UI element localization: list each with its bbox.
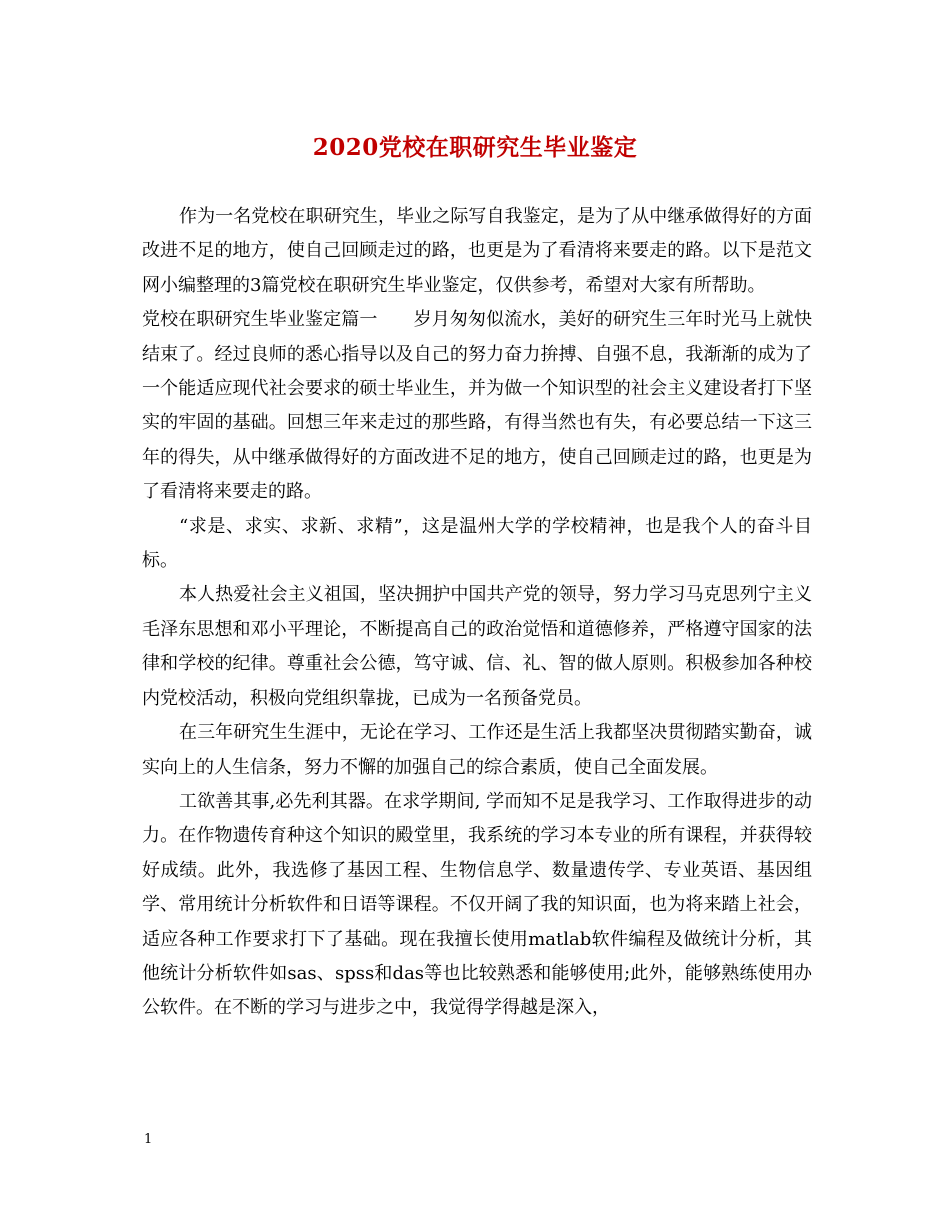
page-number: 1 [144, 1132, 153, 1147]
paragraph-section-one: 党校在职研究生毕业鉴定篇一 岁月匆匆似流水，美好的研究生三年时光马上就快结束了。经过良师的悉心指导以及自己的努力奋力拚搏、自强不息，我渐渐的成为了一个能适应现代社会要求的硕士毕业生，并为做一个知识型的社会主义建设者打下坚实的牢固的基础。回想三年来走过的那些路，有得当然也有失，有必要总结一下这三年的得失，从中继承做得好的方面改进不足的地方，使自己回顾走过的路，也更是为了看清将来要走的路。 [142, 309, 812, 503]
paragraph-motto: “求是、求实、求新、求精”，这是温州大学的学校精神，也是我个人的奋斗目标。 [142, 515, 812, 572]
paragraph-study: 工欲善其事,必先利其器。在求学期间, 学而知不足是我学习、工作取得进步的动力。在作物遗传育种这个知识的殿堂里，我系统的学习本专业的所有课程，并获得较好成绩。此外，我选修了基因工程、生物信息学、数量遗传学、专业英语、基因组学、常用统计分析软件和日语等课程。不仅开阔了我的知识面，也为将来踏上社会，适应各种工作要求打下了基础。现在我擅长使用matlab软件编程及做统计分析，其他统计分析软件如sas、spss和das等也比较熟悉和能够使用;此外，能够熟练使用办公软件。在不断的学习与进步之中，我觉得学得越是深入， [142, 790, 812, 1019]
paragraph-career: 在三年研究生生涯中，无论在学习、工作还是生活上我都坚决贯彻踏实勤奋，诚实向上的人生信条，努力不懈的加强自己的综合素质，使自己全面发展。 [142, 722, 812, 778]
paragraph-political: 本人热爱社会主义祖国，坚决拥护中国共产党的领导，努力学习马克思列宁主义毛泽东思想和邓小平理论，不断提高自己的政治觉悟和道德修养，严格遵守国家的法律和学校的纪律。尊重社会公德，笃守诚、信、礼、智的做人原则。积极参加各种校内党校活动，积极向党组织靠拢，已成为一名预备党员。 [142, 584, 812, 709]
paragraph-intro: 作为一名党校在职研究生，毕业之际写自我鉴定，是为了从中继承做得好的方面改进不足的地方，使自己回顾走过的路，也更是为了看清将来要走的路。以下是范文网小编整理的3篇党校在职研究生毕业鉴定，仅供参考，希望对大家有所帮助。 [142, 206, 812, 296]
document-body [142, 200, 812, 1026]
document-title: 2020党校在职研究生毕业鉴定 [312, 134, 638, 161]
